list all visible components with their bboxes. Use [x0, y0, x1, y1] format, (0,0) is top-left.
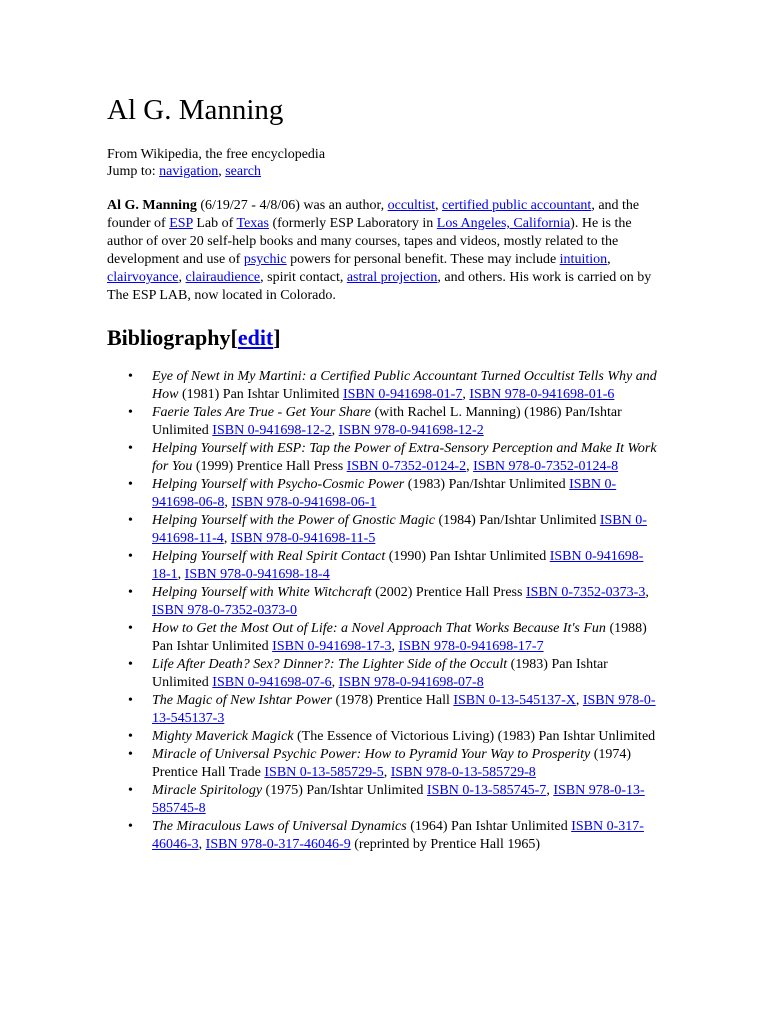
texas-link[interactable]: Texas: [236, 216, 269, 231]
book-publication-info: (1983) Pan Ishtar Unlimited: [152, 657, 608, 690]
isbn13-link[interactable]: ISBN 978-0-941698-01-6: [469, 387, 615, 402]
navigation-link[interactable]: navigation: [159, 164, 219, 179]
isbn10-link[interactable]: ISBN 0-7352-0124-2: [346, 459, 467, 474]
occultist-link[interactable]: occultist: [387, 198, 436, 213]
jump-separator: ,: [218, 164, 226, 179]
subject-name: Al G. Manning: [107, 198, 197, 213]
isbn10-link[interactable]: ISBN 0-941698-18-1: [152, 549, 644, 582]
jump-to-label: Jump to:: [107, 164, 160, 179]
section-title: Bibliography: [107, 325, 231, 350]
intro-text: powers for personal benefit. These may include: [286, 252, 560, 267]
book-title: Helping Yourself with Psycho-Cosmic Power: [152, 477, 405, 492]
bibliography-item: [152, 620, 662, 656]
isbn-separator: ,: [223, 531, 231, 546]
isbn-separator: ,: [383, 765, 391, 780]
isbn10-link[interactable]: ISBN 0-7352-0373-3: [525, 585, 646, 600]
intro-text: ,: [435, 198, 443, 213]
bibliography-item: [152, 782, 662, 818]
book-title: How to Get the Most Out of Life: a Novel Approach That Works Because It's Fun: [152, 621, 606, 636]
isbn-separator: ,: [645, 585, 649, 600]
isbn10-link[interactable]: ISBN 0-941698-01-7: [342, 387, 463, 402]
isbn10-link[interactable]: ISBN 0-13-585745-7: [426, 783, 547, 798]
isbn13-link[interactable]: ISBN 978-0-941698-12-2: [338, 423, 484, 438]
bibliography-item: [152, 728, 662, 746]
clairaudience-link[interactable]: clairaudience: [185, 270, 261, 285]
edit-section-link[interactable]: edit: [237, 325, 274, 350]
bibliography-item: [152, 746, 662, 782]
isbn13-link[interactable]: ISBN 978-0-13-585745-8: [152, 783, 645, 816]
isbn10-link[interactable]: ISBN 0-13-585729-5: [264, 765, 384, 780]
bibliography-item: [152, 440, 662, 476]
book-publication-info: (1964) Pan Ishtar Unlimited: [406, 819, 572, 834]
isbn10-link[interactable]: ISBN 0-317-46046-3: [152, 819, 644, 852]
cpa-link[interactable]: certified public accountant: [442, 198, 592, 213]
book-title: Life After Death? Sex? Dinner?: The Lighter Side of the Occult: [152, 657, 508, 672]
book-note: (reprinted by Prentice Hall 1965): [350, 837, 541, 852]
intro-text: Lab of: [192, 216, 237, 231]
bibliography-item: [152, 512, 662, 548]
book-title: The Magic of New Ishtar Power: [152, 693, 333, 708]
isbn-separator: ,: [466, 459, 474, 474]
isbn13-link[interactable]: ISBN 978-0-13-545137-3: [152, 693, 656, 726]
isbn-separator: ,: [575, 693, 583, 708]
esp-link[interactable]: ESP: [169, 216, 193, 231]
book-title: Helping Yourself with ESP: Tap the Power of Extra-Sensory Perception and Make It Work for You: [152, 441, 657, 474]
site-tagline: From Wikipedia, the free encyclopedia: [107, 147, 326, 162]
bibliography-item: [152, 656, 662, 692]
book-title: Helping Yourself with the Power of Gnostic Magic: [152, 513, 435, 528]
book-title: Helping Yourself with White Witchcraft: [152, 585, 372, 600]
book-publication-info: (1999) Prentice Hall Press: [192, 459, 347, 474]
isbn13-link[interactable]: ISBN 978-0-13-585729-8: [390, 765, 536, 780]
page-title: Al G. Manning: [107, 94, 284, 126]
book-publication-info: (with Rachel L. Manning) (1986) Pan/Ishtar Unlimited: [152, 405, 622, 438]
isbn13-link[interactable]: ISBN 978-0-317-46046-9: [205, 837, 351, 852]
book-publication-info: (1983) Pan/Ishtar Unlimited: [404, 477, 570, 492]
book-publication-info: (The Essence of Victorious Living) (1983) Pan Ishtar Unlimited: [293, 729, 656, 744]
isbn10-link[interactable]: ISBN 0-941698-11-4: [152, 513, 647, 546]
isbn-separator: ,: [177, 567, 185, 582]
book-title: Mighty Maverick Magick: [152, 729, 294, 744]
isbn10-link[interactable]: ISBN 0-941698-07-6: [212, 675, 332, 690]
book-publication-info: (1981) Pan Ishtar Unlimited: [178, 387, 343, 402]
jump-links: [107, 163, 667, 180]
isbn13-link[interactable]: ISBN 978-0-941698-11-5: [230, 531, 376, 546]
clairvoyance-link[interactable]: clairvoyance: [107, 270, 179, 285]
bibliography-item: [152, 476, 662, 512]
isbn-separator: ,: [198, 837, 206, 852]
astral-projection-link[interactable]: astral projection: [346, 270, 438, 285]
isbn-separator: ,: [462, 387, 470, 402]
intro-text: , and others. His work is carried on by The ESP LAB, now located in Colorado.: [107, 270, 652, 303]
isbn13-link[interactable]: ISBN 978-0-941698-17-7: [398, 639, 544, 654]
isbn-separator: ,: [391, 639, 399, 654]
isbn-separator: ,: [224, 495, 232, 510]
bibliography-item: [152, 368, 662, 404]
book-title: Eye of Newt in My Martini: a Certified Public Accountant Turned Occultist Tells Why and How: [152, 369, 657, 402]
isbn13-link[interactable]: ISBN 978-0-7352-0124-8: [473, 459, 619, 474]
intro-text: (6/19/27 - 4/8/06) was an author,: [196, 198, 388, 213]
edit-bracket-close: ]: [273, 325, 281, 350]
intro-paragraph: [107, 197, 667, 305]
book-publication-info: (2002) Prentice Hall Press: [371, 585, 526, 600]
isbn10-link[interactable]: ISBN 0-941698-12-2: [212, 423, 332, 438]
bibliography-list: [152, 368, 662, 854]
section-heading-bibliography: [107, 323, 281, 353]
edit-bracket-open: [: [230, 325, 238, 350]
isbn10-link[interactable]: ISBN 0-941698-06-8: [152, 477, 617, 510]
psychic-link[interactable]: psychic: [243, 252, 287, 267]
intro-text: , and the founder of: [107, 198, 640, 231]
book-title: Miracle of Universal Psychic Power: How to Pyramid Your Way to Prosperity: [152, 747, 591, 762]
bibliography-item: [152, 818, 662, 854]
article-meta: [107, 146, 667, 180]
book-publication-info: (1988) Pan Ishtar Unlimited: [152, 621, 647, 654]
isbn-separator: ,: [331, 423, 339, 438]
book-title: Faerie Tales Are True - Get Your Share: [152, 405, 371, 420]
intro-text: ,: [178, 270, 186, 285]
bibliography-item: [152, 548, 662, 584]
isbn10-link[interactable]: ISBN 0-941698-17-3: [272, 639, 392, 654]
bibliography-item: [152, 404, 662, 440]
book-publication-info: (1975) Pan/Ishtar Unlimited: [262, 783, 427, 798]
isbn13-link[interactable]: ISBN 978-0-941698-18-4: [184, 567, 330, 582]
bibliography-item: [152, 692, 662, 728]
isbn13-link[interactable]: ISBN 978-0-941698-06-1: [231, 495, 377, 510]
search-link[interactable]: search: [225, 164, 261, 179]
isbn-separator: ,: [331, 675, 339, 690]
isbn-separator: ,: [546, 783, 554, 798]
isbn10-link[interactable]: ISBN 0-13-545137-X: [453, 693, 576, 708]
book-title: Miracle Spiritology: [152, 783, 263, 798]
isbn13-link[interactable]: ISBN 978-0-7352-0373-0: [152, 603, 298, 618]
los-angeles-link[interactable]: Los Angeles, California: [436, 216, 571, 231]
book-title: Helping Yourself with Real Spirit Contact: [152, 549, 386, 564]
book-publication-info: (1990) Pan Ishtar Unlimited: [385, 549, 550, 564]
book-publication-info: (1974) Prentice Hall Trade: [152, 747, 632, 780]
book-publication-info: (1984) Pan/Ishtar Unlimited: [434, 513, 600, 528]
intro-text: , spirit contact,: [260, 270, 347, 285]
intro-text: ). He is the author of over 20 self-help books and many courses, tapes and videos, mostly related to the development and use of: [107, 216, 632, 267]
intro-text: (formerly ESP Laboratory in: [268, 216, 437, 231]
bibliography-item: [152, 584, 662, 620]
isbn13-link[interactable]: ISBN 978-0-941698-07-8: [338, 675, 484, 690]
book-publication-info: (1978) Prentice Hall: [332, 693, 454, 708]
intro-text: ,: [607, 252, 611, 267]
book-title: The Miraculous Laws of Universal Dynamics: [152, 819, 407, 834]
intuition-link[interactable]: intuition: [559, 252, 608, 267]
